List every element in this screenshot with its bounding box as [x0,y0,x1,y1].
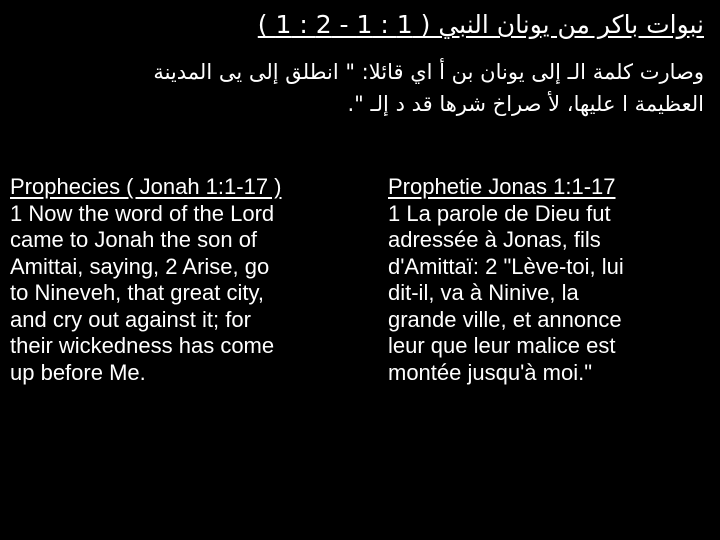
french-line: adressée à Jonas, fils [388,227,601,252]
english-column [10,174,368,386]
arabic-passage [14,56,704,120]
arabic-line: العظيمة ا عليها، لأ صراخ شرها قد د إلـ ". [347,92,704,116]
french-line: d'Amittaï: 2 "Lève-toi, lui [388,253,624,279]
arabic-line: وصارت كلمة الـ إلى يونان بن أ اي قائلا: " انطلق إلى يى المدينة [153,60,704,84]
french-line: leur que leur malice est [388,333,616,358]
french-line: dit-il, va à Ninive, la [388,280,579,305]
english-line: their wickedness has come [10,333,275,358]
french-line: grande ville, et annonce [388,306,622,332]
french-column [388,174,710,386]
english-line: came to Jonah the son of [10,227,258,252]
english-heading: Prophecies ( Jonah 1:1-17 ) [10,174,282,199]
french-line: montée jusqu'à moi." [388,359,593,385]
french-heading: Prophetie Jonas 1:1-17 [388,174,616,199]
english-line: and cry out against it; for [10,306,251,332]
english-line: to Nineveh, that great city, [10,280,264,305]
french-line: 1 La parole de Dieu fut [388,200,611,226]
english-line: Amittai, saying, 2 Arise, go [10,253,270,279]
arabic-title: نبوات باكر من يونان النبي ( 1 : 1 - 2 : 1 ) [257,10,704,39]
english-line: up before Me. [10,359,146,385]
english-line: 1 Now the word of the Lord [10,200,275,226]
